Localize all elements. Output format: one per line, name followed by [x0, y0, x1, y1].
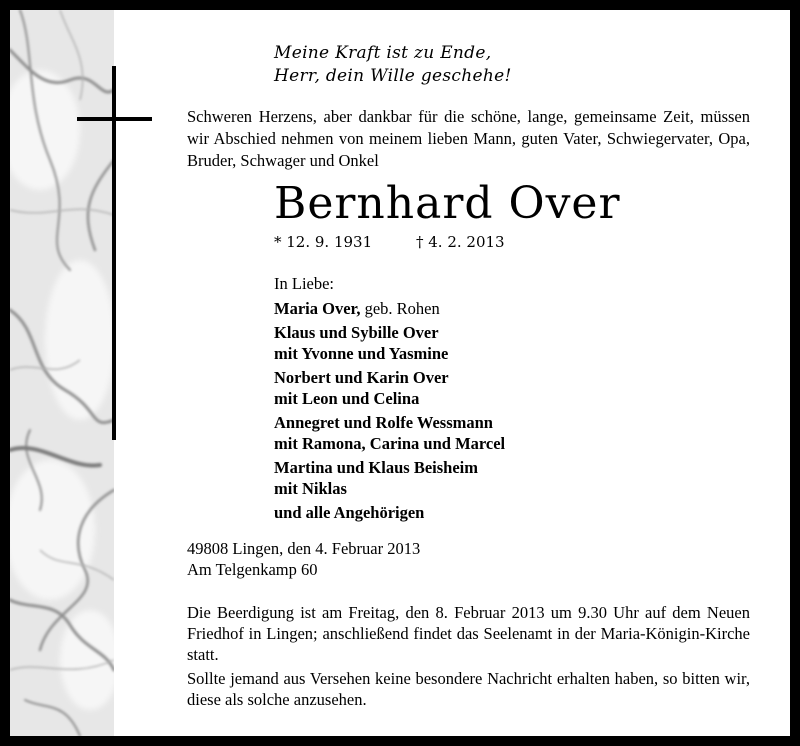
mourner-line: Annegret und Rolfe Wessmann	[274, 413, 493, 432]
mourners-closing: und alle Angehörigen	[274, 503, 425, 522]
deceased-name: Bernhard Over	[274, 178, 621, 229]
mourner-line: Klaus und Sybille Over	[274, 323, 439, 342]
closing-note: Sollte jemand aus Versehen keine besondere Nachricht erhalten haben, so bitten wir, diese als solche anzusehen.	[187, 669, 750, 709]
spouse-name: Maria Over,	[274, 299, 361, 318]
address-line: Am Telgenkamp 60	[187, 560, 318, 579]
verse-line: Herr, dein Wille geschehe!	[274, 66, 512, 86]
intro-paragraph: Schweren Herzens, aber dankbar für die schöne, lange, gemeinsame Zeit, müssen wir Abschied nehmen von meinem lieben Mann, guten Vater, Schwiegervater, Opa, Bruder, Schwager und Onkel	[187, 107, 750, 170]
spouse-maiden-name: geb. Rohen	[360, 299, 440, 318]
mourner-line: Norbert und Karin Over	[274, 368, 449, 387]
place-date-line: 49808 Lingen, den 4. Februar 2013	[187, 539, 421, 558]
mourner-line: mit Niklas	[274, 479, 347, 498]
mourner-line: mit Ramona, Carina und Marcel	[274, 434, 506, 453]
mourner-line: mit Yvonne und Yasmine	[274, 344, 449, 363]
verse-line: Meine Kraft ist zu Ende,	[274, 43, 492, 63]
death-date: † 4. 2. 2013	[416, 233, 505, 251]
mourner-line: mit Leon und Celina	[274, 389, 420, 408]
birth-date: * 12. 9. 1931	[274, 233, 373, 251]
mourner-line: Martina und Klaus Beisheim	[274, 458, 478, 477]
mourners-lead: In Liebe:	[274, 274, 335, 293]
funeral-notice: Die Beerdigung ist am Freitag, den 8. Februar 2013 um 9.30 Uhr auf dem Neuen Friedhof in Lingen; anschließend findet das Seelenamt in der Maria-Königin-Kirche statt.	[187, 603, 750, 664]
